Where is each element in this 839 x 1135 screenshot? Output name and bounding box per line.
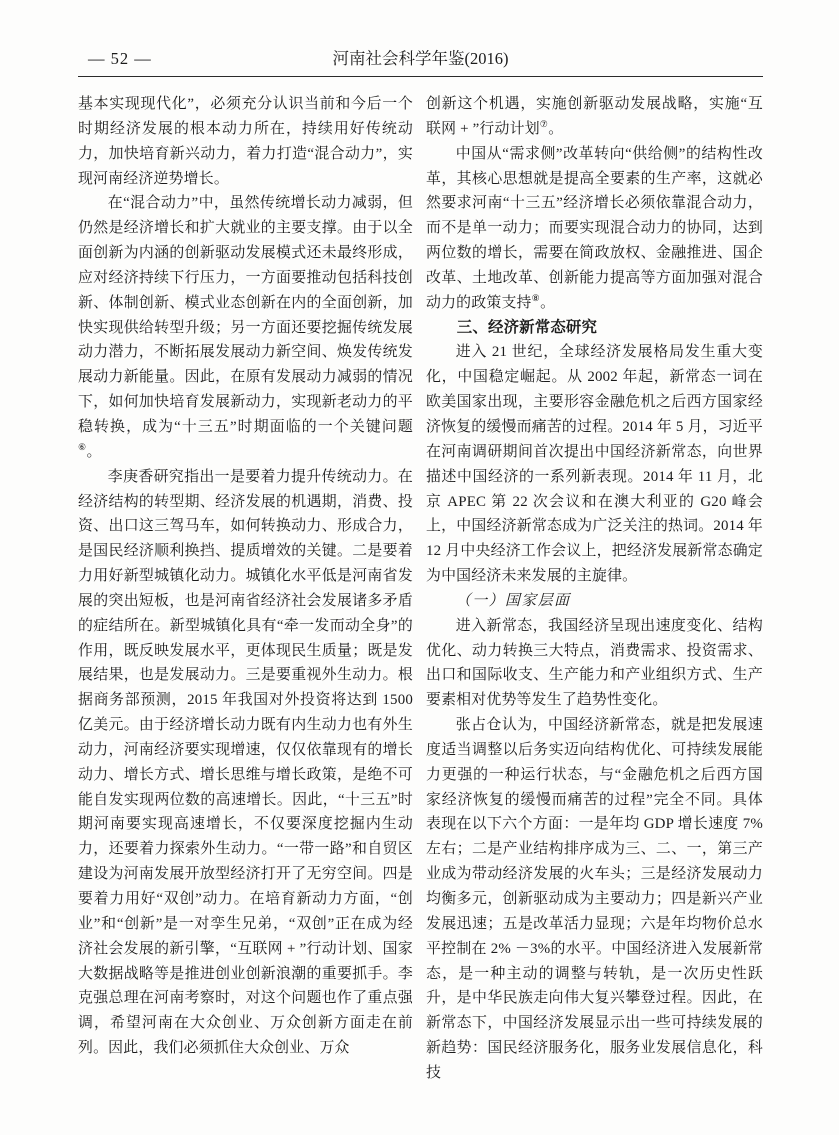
- running-header: [78, 46, 763, 72]
- footnote-marker: ⑥: [78, 441, 87, 452]
- section-heading: 三、经济新常态研究: [456, 318, 598, 336]
- header-rule: [78, 76, 763, 77]
- paragraph-continuation: 基本实现现代化”，必须充分认识当前和今后一个时期经济发展的根本动力所在，持续用好传统动力，加快培育新兴动力，着力打造“混合动力”，实现河南经济逆势增长。: [78, 96, 413, 187]
- left-column: [78, 92, 413, 1061]
- paragraph: 在“混合动力”中，虽然传统增长动力减弱，但仍然是经济增长和扩大就业的主要支撑。由于以全面创新为内涵的创新驱动发展模式还未最终形成，应对经济持续下行压力，一方面要推动包括科技创新、体制创新、模式业态创新在内的全面创新，加快实现供给转型升级；另一方面还要挖掘传统发展动力潜力，不断拓展发展动力新空间、焕发传统发展动力新能量。因此，在原有发展动力减弱的情况下，如何加快培育发展新动力，实现新老动力的平稳转换，成为“十三五”时期面临的一个关键问题⑥。: [78, 195, 413, 460]
- paragraph: 中国从“需求侧”改革转向“供给侧”的结构性改革，其核心思想就是提高全要素的生产率，这就必然要求河南“十三五”经济增长必须依靠混合动力，而不是单一动力；而要实现混合动力的协同，达到两位数的增长，需要在简政放权、金融推进、国企改革、土地改革、创新能力提高等方面加强对混合动力的政策支持⑧。: [426, 145, 763, 311]
- page-number: — 52 —: [88, 49, 152, 68]
- paragraph-continuation: 创新这个机遇，实施创新驱动发展战略，实施“互联网 + ”行动计划⑦。: [426, 96, 763, 137]
- footnote-marker: ⑦: [539, 118, 549, 129]
- journal-title: 河南社会科学年鉴(2016): [332, 49, 509, 68]
- right-column: [426, 92, 763, 1086]
- paragraph: 李庚香研究指出一是要着力提升传统动力。在经济结构的转型期、经济发展的机遇期，消费、投资、出口这三驾马车，如何转换动力、形成合力，是国民经济顺利换挡、提质增效的关键。二是要着力用好新型城镇化动力。城镇化水平低是河南省发展的突出短板，也是河南省经济社会发展诸多矛盾的症结所在。新型城镇化具有“牵一发而动全身”的作用，既反映发展水平，更体现民生质量；既是发展结果，也是发展动力。三是要重视外生动力。根据商务部预测，2015 年我国对外投资将达到 1500 亿美元。由于经济增长动力既有内生动力也有外生动力，河南经济要实现增速，仅仅依靠现有的增长动力、增长方式、增长思维与增长政策，是绝不可能自发实现两位数的高速增长。因此，“十三五”时期河南要实现高速增长，不仅要深度挖掘内生动力，还要着力探索外生动力。“一带一路”和自贸区建设为河南发展开放型经济打开了无穷空间。四是要着力用好“双创”动力。在培育新动力方面，“创业”和“创新”是一对孪生兄弟，“双创”正在成为经济社会发展的新引擎，“互联网 + ”行动计划、国家大数据战略等是推进创业创新浪潮的重要抓手。李克强总理在河南考察时，对这个问题也作了重点强调，希望河南在大众创业、万众创新方面走在前列。因此，我们必须抓住大众创业、万众: [78, 468, 413, 1057]
- paragraph: 进入 21 世纪，全球经济发展格局发生重大变化，中国稳定崛起。从 2002 年起，新常态一词在欧美国家出现，主要形容金融危机之后西方国家经济恢复的缓慢而痛苦的过程。2014 年 5 月，习近平在河南调研期间首次提出中国经济新常态，向世界描述中国经济的一系列新表现。2014 年 11 月，北京 APEC 第 22 次会议和在澳大利亚的 G20 峰会上，中国经济新常态成为广泛关注的热词。2014 年 12 月中央经济工作会议上，把经济发展新常态确定为中国经济未来发展的主旋律。: [426, 344, 763, 585]
- paragraph: 张占仓认为，中国经济新常态，就是把发展速度适当调整以后务实迈向结构优化、可持续发展能力更强的一种运行状态，与“金融危机之后西方国家经济恢复的缓慢而痛苦的过程”完全不同。具体表现在以下六个方面：一是年均 GDP 增长速度 7%左右；二是产业结构排序成为三、二、一，第三产业成为带动经济发展的火车头；三是经济发展动力均衡多元，创新驱动成为主要动力；四是新兴产业发展迅速；五是改革活力显现；六是年均物价总水平控制在 2% －3%的水平。中国经济进入发展新常态，是一种主动的调整与转轨，是一次历史性跃升，是中华民族走向伟大复兴攀登过程。因此，在新常态下，中国经济发展显示出一些可持续发展的新趋势：国民经济服务化，服务业发展信息化，科技: [426, 717, 763, 1081]
- subsection-heading: （一）国家层面: [455, 592, 571, 609]
- paragraph: 进入新常态，我国经济呈现出速度变化、结构优化、动力转换三大特点，消费需求、投资需求、出口和国际收支、生产能力和产业组织方式、生产要素相对优势等发生了趋势性变化。: [426, 617, 763, 709]
- footnote-marker: ⑧: [531, 292, 541, 303]
